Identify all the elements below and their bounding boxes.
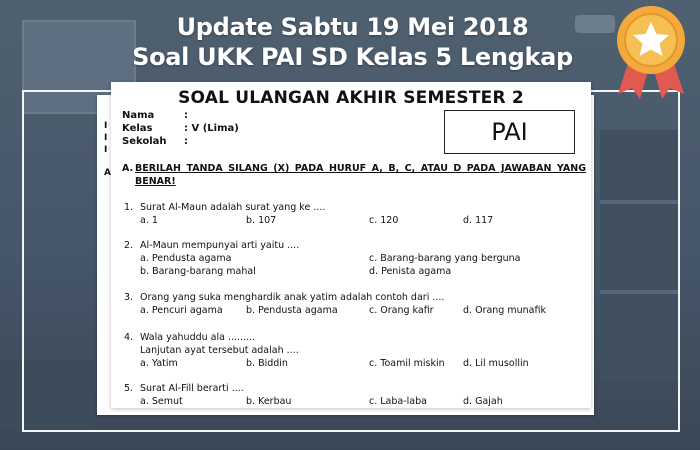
question-number: 2.	[124, 240, 134, 251]
field-label: Nama	[122, 110, 155, 121]
headline-line-1: Update Sabtu 19 Mei 2018	[176, 13, 529, 41]
field-value: V (Lima)	[191, 123, 239, 134]
option: a. 1	[140, 215, 158, 226]
field-separator: :	[184, 110, 188, 121]
headline	[100, 12, 605, 72]
option: a. Pencuri agama	[140, 305, 223, 316]
option: b. 107	[246, 215, 277, 226]
field-nama	[122, 110, 188, 121]
edge-mark: I	[104, 121, 108, 131]
option: d. Gajah	[463, 396, 503, 407]
section-instruction	[122, 162, 586, 188]
field-separator: :	[184, 123, 188, 134]
question-continuation: Lanjutan ayat tersebut adalah ....	[140, 345, 299, 356]
edge-mark: A	[104, 168, 111, 178]
option: b. Barang-barang mahal	[140, 266, 256, 277]
option: d. Orang munafik	[463, 305, 546, 316]
question-stem: Surat Al-Fill berarti ....	[140, 383, 244, 394]
edge-mark: I	[104, 133, 108, 143]
edge-mark: I	[104, 145, 108, 155]
question-number: 5.	[124, 383, 134, 394]
field-label: Sekolah	[122, 136, 167, 147]
field-label: Kelas	[122, 123, 153, 134]
option: a. Yatim	[140, 358, 178, 369]
option: c. Orang kafir	[369, 305, 434, 316]
field-sekolah	[122, 136, 188, 147]
option: a. Semut	[140, 396, 183, 407]
paper-edge	[97, 120, 111, 380]
option: b. Pendusta agama	[246, 305, 338, 316]
option: c. Toamil miskin	[369, 358, 445, 369]
question-stem: Orang yang suka menghardik anak yatim adalah contoh dari ....	[140, 292, 445, 303]
option: b. Biddin	[246, 358, 288, 369]
option: d. 117	[463, 215, 494, 226]
question-stem: Al-Maun mempunyai arti yaitu ....	[140, 240, 300, 251]
star-ribbon-badge-icon	[610, 2, 692, 100]
exam-sheet	[111, 82, 591, 408]
option: a. Pendusta agama	[140, 253, 232, 264]
exam-title: SOAL ULANGAN AKHIR SEMESTER 2	[178, 88, 524, 108]
option: c. 120	[369, 215, 399, 226]
field-separator: :	[184, 136, 188, 147]
option: c. Barang-barang yang berguna	[369, 253, 521, 264]
option: d. Penista agama	[369, 266, 452, 277]
question-stem: Wala yahuddu ala .........	[140, 332, 256, 343]
option: b. Kerbau	[246, 396, 292, 407]
field-kelas	[122, 123, 239, 134]
headline-line-2: Soal UKK PAI SD Kelas 5 Lengkap	[132, 43, 573, 71]
question-number: 4.	[124, 332, 134, 343]
section-letter: A.	[122, 163, 134, 174]
question-stem: Surat Al-Maun adalah surat yang ke ....	[140, 202, 326, 213]
instruction-text: BERILAH TANDA SILANG (X) PADA HURUF A, B, C, ATAU D PADA JAWABAN YANG BENAR!	[135, 163, 586, 187]
question-number: 1.	[124, 202, 134, 213]
question-number: 3.	[124, 292, 134, 303]
option: d. Lil musollin	[463, 358, 529, 369]
subject-box: PAI	[444, 110, 575, 154]
option: c. Laba-laba	[369, 396, 427, 407]
